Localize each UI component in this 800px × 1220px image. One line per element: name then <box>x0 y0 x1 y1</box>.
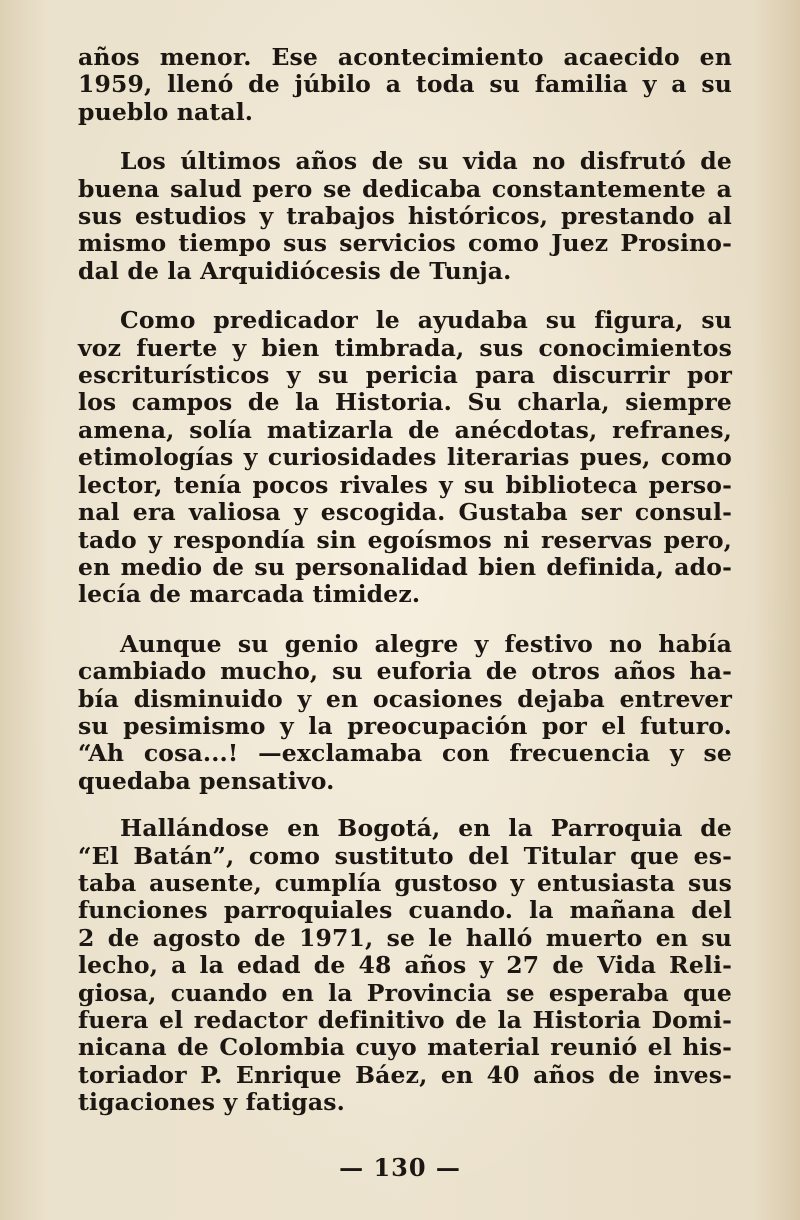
text-line: 2 de agosto de 1971, se le halló muerto en su <box>78 923 732 952</box>
text-line: bía disminuido y en ocasiones dejaba entrever <box>78 684 732 713</box>
text-line: escriturísticos y su pericia para discurrir por <box>78 361 732 390</box>
text-line: Hallándose en Bogotá, en la Parroquia de <box>120 814 732 843</box>
text-line: lecho, a la edad de 48 años y 27 de Vida Reli- <box>78 951 732 980</box>
text-line: “El Batán”, como sustituto del Titular que es- <box>78 841 732 870</box>
paragraph-1 <box>78 44 732 126</box>
text-line: tigaciones y fatigas. <box>78 1088 345 1117</box>
page-number: — 130 — <box>339 1153 461 1182</box>
text-line: los campos de la Historia. Su charla, siempre <box>78 388 732 417</box>
text-line: Como predicador le ayudaba su figura, su <box>120 306 732 335</box>
text-line: nicana de Colombia cuyo material reunió el his- <box>78 1033 732 1062</box>
text-line: cambiado mucho, su euforia de otros años ha- <box>78 657 732 686</box>
text-line: años menor. Ese acontecimiento acaecido en <box>78 43 732 71</box>
text-line: tado y respondía sin egoísmos ni reservas pero, <box>78 525 732 554</box>
text-line: nal era valiosa y escogida. Gustaba ser consul- <box>78 498 732 527</box>
text-line: en medio de su personalidad bien definida, ado- <box>78 552 732 581</box>
text-line: buena salud pero se dedicaba constantemente a <box>78 174 732 203</box>
paragraph-4 <box>78 631 732 795</box>
text-line: quedaba pensativo. <box>78 766 335 795</box>
text-line: sus estudios y trabajos históricos, prestando al <box>78 202 732 231</box>
text-line: voz fuerte y bien timbrada, sus conocimientos <box>78 333 732 362</box>
text-line: “Ah cosa...! —exclamaba con frecuencia y se <box>78 739 732 768</box>
text-line: Los últimos años de su vida no disfrutó de <box>120 147 732 176</box>
text-line: amena, solía matizarla de anécdotas, refranes, <box>78 415 732 444</box>
paragraph-2 <box>78 148 732 285</box>
text-line: pueblo natal. <box>78 97 254 126</box>
text-line: giosa, cuando en la Provincia se esperaba que <box>78 978 732 1007</box>
text-line: etimologías y curiosidades literarias pues, como <box>78 443 732 472</box>
text-line: toriador P. Enrique Báez, en 40 años de inves- <box>78 1060 732 1089</box>
text-line: mismo tiempo sus servicios como Juez Prosino- <box>78 229 732 258</box>
text-line: dal de la Arquidiócesis de Tunja. <box>78 256 512 285</box>
text-line: fuera el redactor definitivo de la Historia Domi- <box>78 1006 732 1034</box>
text-line: lecía de marcada timidez. <box>78 580 421 609</box>
text-line: funciones parroquiales cuando. la mañana del <box>78 896 732 925</box>
text-line: lector, tenía pocos rivales y su biblioteca perso- <box>78 470 732 499</box>
paragraph-3 <box>78 307 732 608</box>
text-line: 1959, llenó de júbilo a toda su familia y a su <box>78 70 732 99</box>
text-line: taba ausente, cumplía gustoso y entusiasta sus <box>78 868 732 897</box>
text-line: su pesimismo y la preocupación por el futuro. <box>78 711 732 740</box>
text-line: Aunque su genio alegre y festivo no había <box>120 629 732 658</box>
paragraph-5 <box>78 815 732 1116</box>
